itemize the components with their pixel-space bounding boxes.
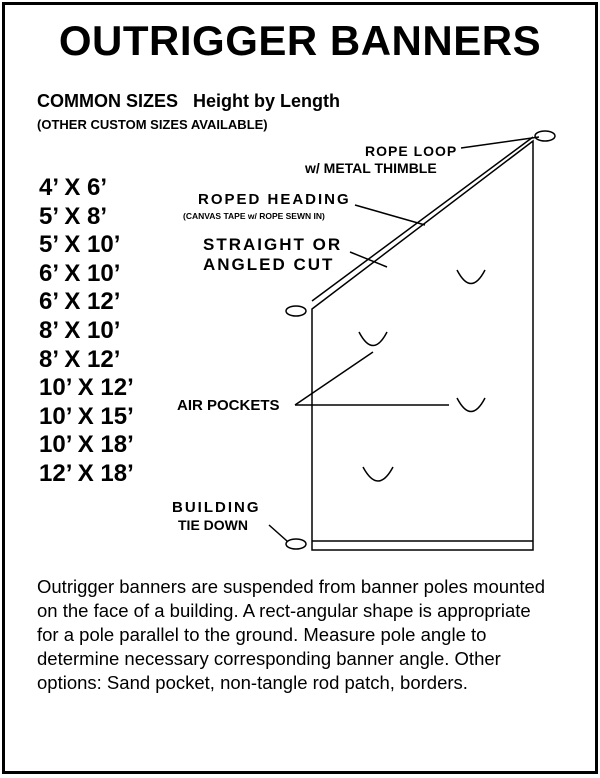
left-loop-icon [286, 306, 306, 316]
roped-heading-leader [355, 205, 425, 225]
custom-sizes-note: (OTHER CUSTOM SIZES AVAILABLE) [37, 117, 268, 132]
page-title: OUTRIGGER BANNERS [58, 17, 542, 64]
rope-loop-icon [535, 131, 555, 141]
outrigger-banners-sheet [2, 2, 598, 774]
rope-loop-label: ROPE LOOP [365, 143, 458, 159]
tie-down-loop-icon [286, 539, 306, 549]
size-item: 6’ X 10’ [39, 259, 121, 287]
size-item: 5’ X 8’ [39, 202, 108, 230]
cut-label-2: ANGLED CUT [203, 255, 335, 274]
description-paragraph: Outrigger banners are suspended from banner poles mounted on the face of a building. A rect-angular shape is appropriate for a pole parallel to the ground. Measure pole angle to determine necessary corresponding banner angle. Other options: Sand pocket, non-tangle rod patch, borders. [37, 576, 546, 693]
size-item: 10’ X 12’ [39, 374, 134, 402]
cut-leader [350, 252, 387, 267]
air-pocket-icon [457, 398, 485, 412]
size-item: 8’ X 12’ [39, 345, 121, 373]
size-item: 10’ X 18’ [39, 431, 134, 459]
air-pocket-icon [359, 332, 387, 346]
air-pockets-label: AIR POCKETS [177, 397, 280, 414]
cut-label: STRAIGHT OR [203, 235, 343, 254]
size-item: 5’ X 10’ [39, 231, 121, 259]
rope-loop-label-2: w/ METAL THIMBLE [305, 160, 437, 176]
size-item: 8’ X 10’ [39, 316, 121, 344]
air-pockets-leader [295, 352, 373, 405]
size-item: 6’ X 12’ [39, 288, 121, 316]
roped-heading-label: ROPED HEADING [198, 191, 351, 208]
tie-down-label: BUILDING [172, 499, 261, 516]
tie-down-leader [269, 525, 287, 541]
size-item: 4’ X 6’ [39, 174, 108, 201]
air-pocket-icon [457, 270, 485, 284]
air-pocket-icon [363, 467, 393, 481]
rope-loop-leader [461, 137, 539, 148]
size-item: 12’ X 18’ [39, 459, 134, 487]
common-sizes-heading: COMMON SIZES Height by Length [37, 91, 340, 111]
tie-down-label-2: TIE DOWN [178, 517, 248, 533]
size-item: 10’ X 15’ [39, 402, 134, 430]
roped-heading-note: (CANVAS TAPE w/ ROPE SEWN IN) [183, 211, 325, 221]
